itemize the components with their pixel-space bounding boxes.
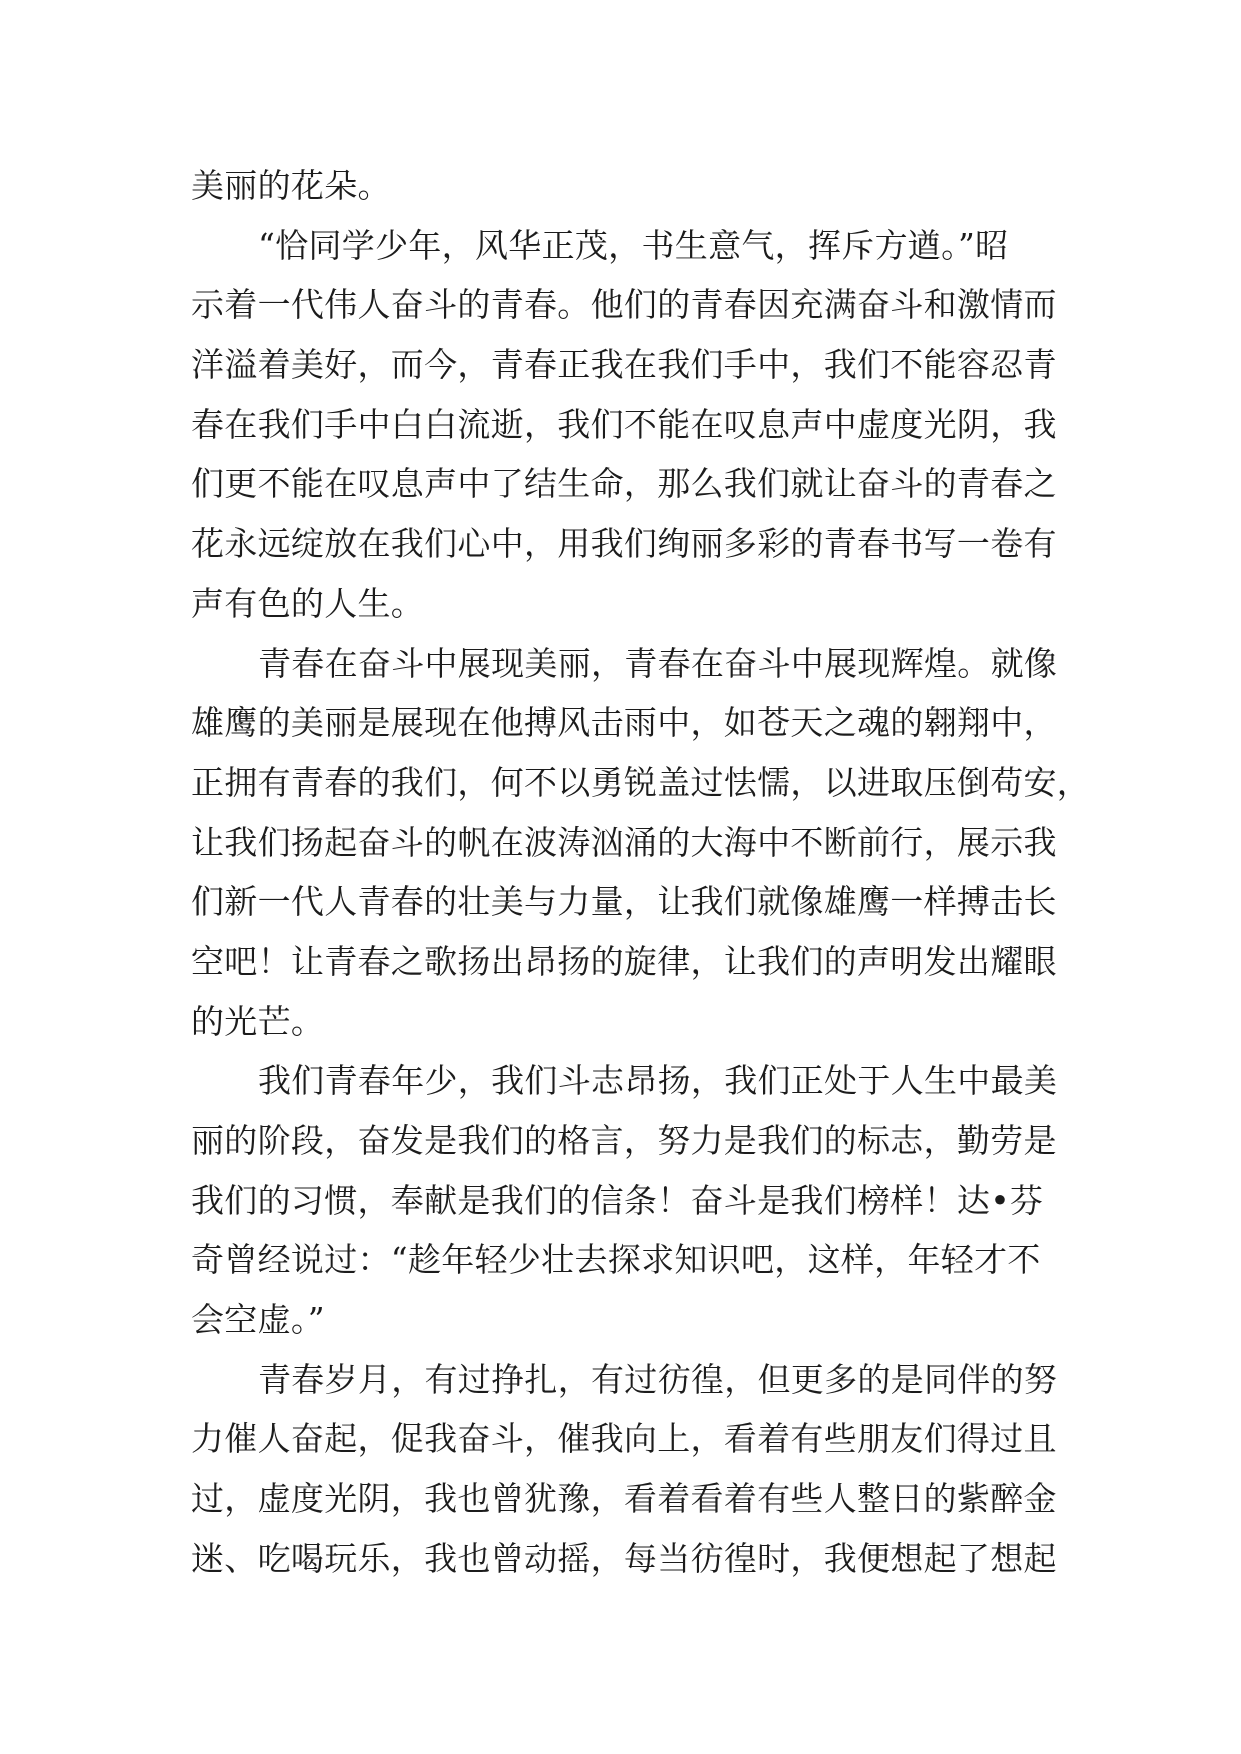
- text-line: 会空虚。”: [191, 1300, 325, 1340]
- text-line: “恰同学少年，风华正茂，书生意气，挥斥方遒。”昭: [258, 225, 1009, 265]
- text-line: 声有色的人生。: [191, 583, 425, 623]
- document-body: [191, 156, 1091, 1589]
- text-line: 们新一代人青春的壮美与力量，让我们就像雄鹰一样搏击长: [191, 882, 1057, 922]
- text-line: 我们青春年少，我们斗志昂扬，我们正处于人生中最美: [258, 1061, 1058, 1101]
- text-line: 雄鹰的美丽是展现在他搏风击雨中，如苍天之魂的翱翔中，: [191, 703, 1057, 743]
- paragraph: [191, 156, 1091, 216]
- text-line: 青春在奋斗中展现美丽，青春在奋斗中展现辉煌。就像: [258, 643, 1058, 683]
- paragraph: [191, 634, 1091, 1052]
- text-line: 洋溢着美好，而今，青春正我在我们手中，我们不能容忍青: [191, 345, 1057, 385]
- text-line: 奇曾经说过：“趁年轻少壮去探求知识吧，这样，年轻才不: [191, 1240, 1041, 1280]
- text-line: 空吧！让青春之歌扬出昂扬的旋律，让我们的声明发出耀眼: [191, 941, 1057, 981]
- paragraph: [191, 216, 1091, 634]
- text-line: 过，虚度光阴，我也曾犹豫，看着看着有些人整日的紫醉金: [191, 1479, 1057, 1519]
- text-line: 力催人奋起，促我奋斗，催我向上，看着有些朋友们得过且: [191, 1419, 1057, 1459]
- text-line: 青春岁月，有过挣扎，有过彷徨，但更多的是同伴的努: [258, 1359, 1058, 1399]
- text-line: 迷、吃喝玩乐，我也曾动摇，每当彷徨时，我便想起了想起: [191, 1538, 1057, 1578]
- text-line: 美丽的花朵。: [191, 166, 391, 205]
- text-line: 们更不能在叹息声中了结生命，那么我们就让奋斗的青春之: [191, 464, 1057, 504]
- text-line: 正拥有青春的我们，何不以勇锐盖过怯懦，以进取压倒苟安，: [191, 762, 1091, 802]
- text-line: 我们的习惯，奉献是我们的信条！奋斗是我们榜样！达•芬: [191, 1180, 1044, 1220]
- paragraph: [191, 1350, 1091, 1589]
- paragraph: [191, 1051, 1091, 1349]
- text-line: 示着一代伟人奋斗的青春。他们的青春因充满奋斗和激情而: [191, 285, 1057, 325]
- text-line: 让我们扬起奋斗的帆在波涛汹涌的大海中不断前行，展示我: [191, 822, 1057, 862]
- text-line: 花永远绽放在我们心中，用我们绚丽多彩的青春书写一卷有: [191, 524, 1057, 564]
- text-line: 春在我们手中白白流逝，我们不能在叹息声中虚度光阴，我: [191, 404, 1057, 444]
- text-line: 丽的阶段，奋发是我们的格言，努力是我们的标志，勤劳是: [191, 1121, 1057, 1160]
- text-line: 的光芒。: [191, 1001, 325, 1041]
